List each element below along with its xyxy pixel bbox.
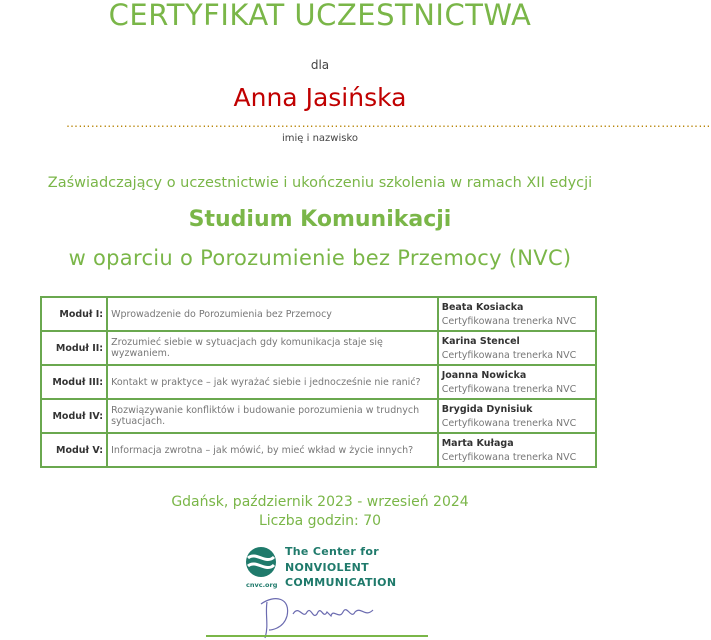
signature-line [206,635,428,637]
name-label: imię i nazwisko [281,133,359,144]
logo-line-1: The Center for [285,545,379,558]
module-label: Moduł IV: [41,399,107,433]
logo-line-3: COMMUNICATION [285,576,397,589]
module-topic: Informacja zwrotna – jak mówić, by mieć wkład w życie innych? [107,433,438,467]
trainer-name: Beata Kosiacka [441,302,524,313]
trainer-role: Certyfikowana trenerka NVC [441,384,577,395]
certificate-title: CERTYFIKAT UCZESTNICTWA [108,0,532,32]
place-date: Gdańsk, październik 2023 - wrzesień 2024 [171,494,469,510]
trainer-name: Brygida Dynisiuk [441,404,533,415]
module-topic: Rozwiązywanie konfliktów i budowanie porozumienia w trudnych sytuacjach. [107,399,438,433]
course-title: Studium Komunikacji [188,207,452,232]
cnvc-site: cnvc.org [246,581,278,589]
module-row [41,399,596,433]
module-topic: Wprowadzenie do Porozumienia bez Przemocy [107,297,438,331]
recipient-name: Anna Jasińska [233,83,407,112]
hours: Liczba godzin: 70 [258,513,382,529]
module-row [41,433,596,467]
cnvc-logo [244,545,397,593]
module-trainer-cell [438,365,596,399]
logo-line-2: NONVIOLENT [285,561,369,574]
for-label: dla [310,58,330,72]
trainer-name: Karina Stencel [441,336,520,347]
module-trainer-cell [438,297,596,331]
module-label: Moduł I: [41,297,107,331]
module-trainer-cell [438,433,596,467]
certification-statement: Zaświadczający o uczestnictwie i ukończeniu szkolenia w ramach XII edycji [47,175,593,191]
module-label: Moduł III: [41,365,107,399]
module-row [41,365,596,399]
trainer-role: Certyfikowana trenerka NVC [441,350,577,361]
modules-table [40,296,597,468]
cnvc-swirl-icon [244,545,278,579]
trainer-role: Certyfikowana trenerka NVC [441,316,577,327]
trainer-name: Joanna Nowicka [441,370,527,381]
module-trainer-cell [438,331,596,365]
module-label: Moduł II: [41,331,107,365]
module-topic: Kontakt w praktyce – jak wyrażać siebie i jednocześnie nie ranić? [107,365,438,399]
module-label: Moduł V: [41,433,107,467]
module-trainer-cell [438,399,596,433]
course-subtitle: w oparciu o Porozumienie bez Przemocy (NVC) [68,246,572,270]
trainer-name: Marta Kułaga [441,438,514,449]
module-row [41,297,596,331]
name-dotted-line: ………………………………………………………………………………………………………………………………………… [66,116,711,130]
signature [255,590,385,640]
module-row [41,331,596,365]
trainer-role: Certyfikowana trenerka NVC [441,418,577,429]
module-topic: Zrozumieć siebie w sytuacjach gdy komunikacja staje się wyzwaniem. [107,331,438,365]
trainer-role: Certyfikowana trenerka NVC [441,452,577,463]
